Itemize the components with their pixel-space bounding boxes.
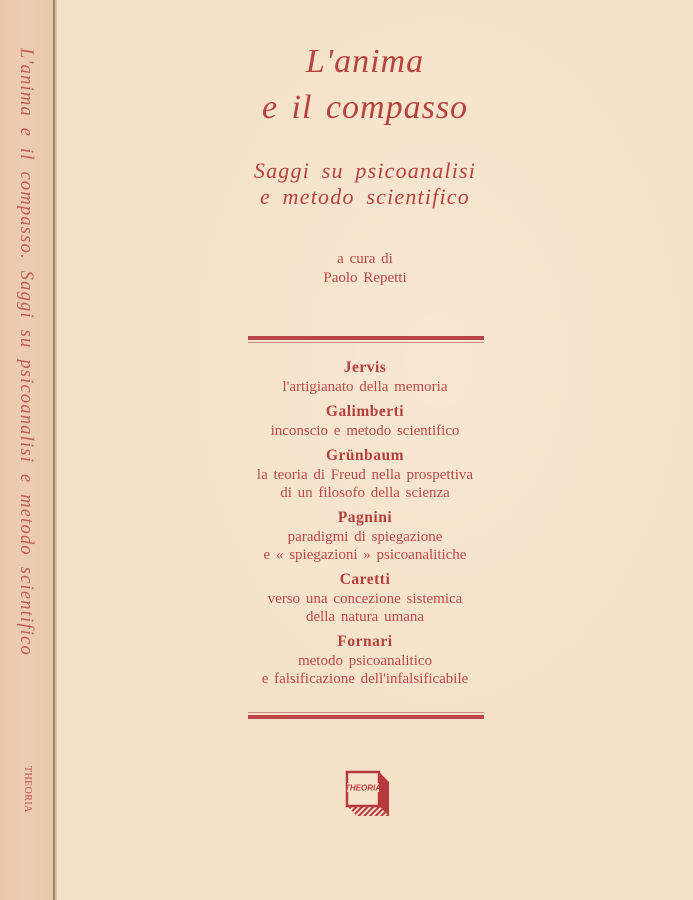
subtitle-line-2: e metodo scientifico — [260, 184, 470, 209]
contents-essay-title: di un filosofo della scienza — [280, 485, 450, 501]
contents-essay-title: inconscio e metodo scientifico — [270, 423, 460, 439]
spine-title: L'anima e il compasso. Saggi su psicoanalisi e metodo scientifico — [16, 48, 36, 656]
contents-author: Grünbaum — [325, 447, 405, 464]
contents-essay-title: della natura umana — [305, 609, 425, 625]
contents-essay-title: paradigmi di spiegazione — [287, 529, 443, 545]
contents-author: Pagnini — [337, 509, 393, 526]
contents-essay-title: metodo psicoanalitico — [297, 653, 433, 669]
contents-essay-title: e « spiegazioni » psicoanalitiche — [263, 547, 467, 563]
contents-entry — [0, 508, 693, 564]
contents-entry — [0, 632, 693, 688]
top-divider — [248, 336, 484, 345]
contents-list — [0, 358, 693, 688]
contents-author: Jervis — [343, 359, 387, 376]
theoria-cube-icon — [343, 768, 395, 818]
editor-credit — [0, 250, 693, 288]
book-subtitle — [0, 158, 693, 210]
publisher-logo — [343, 768, 395, 818]
contents-entry — [0, 446, 693, 502]
contents-author: Caretti — [339, 571, 391, 588]
contents-essay-title: verso una concezione sistemica — [267, 591, 463, 607]
bottom-divider-thin — [248, 712, 484, 713]
subtitle-line-1: Saggi su psicoanalisi — [253, 158, 477, 183]
title-line-2: e il compasso — [261, 89, 469, 126]
contents-entry — [0, 358, 693, 396]
top-divider-thick — [248, 336, 484, 340]
contents-entry — [0, 570, 693, 626]
publisher-logo-text: THEORIA — [345, 783, 381, 793]
book-title — [0, 42, 693, 128]
bottom-divider-thick — [248, 715, 484, 719]
top-divider-thin — [248, 342, 484, 343]
contents-essay-title: la teoria di Freud nella prospettiva — [256, 467, 474, 483]
editor-name: Paolo Repetti — [323, 270, 407, 286]
title-line-1: L'anima — [305, 43, 425, 80]
editor-prefix: a cura di — [337, 251, 393, 267]
spine-publisher: THEORIA — [22, 766, 33, 813]
contents-author: Fornari — [337, 633, 393, 650]
contents-author: Galimberti — [325, 403, 405, 420]
contents-entry — [0, 402, 693, 440]
contents-essay-title: l'artigianato della memoria — [282, 379, 448, 395]
bottom-divider — [248, 710, 484, 719]
contents-essay-title: e falsificazione dell'infalsificabile — [261, 671, 469, 687]
